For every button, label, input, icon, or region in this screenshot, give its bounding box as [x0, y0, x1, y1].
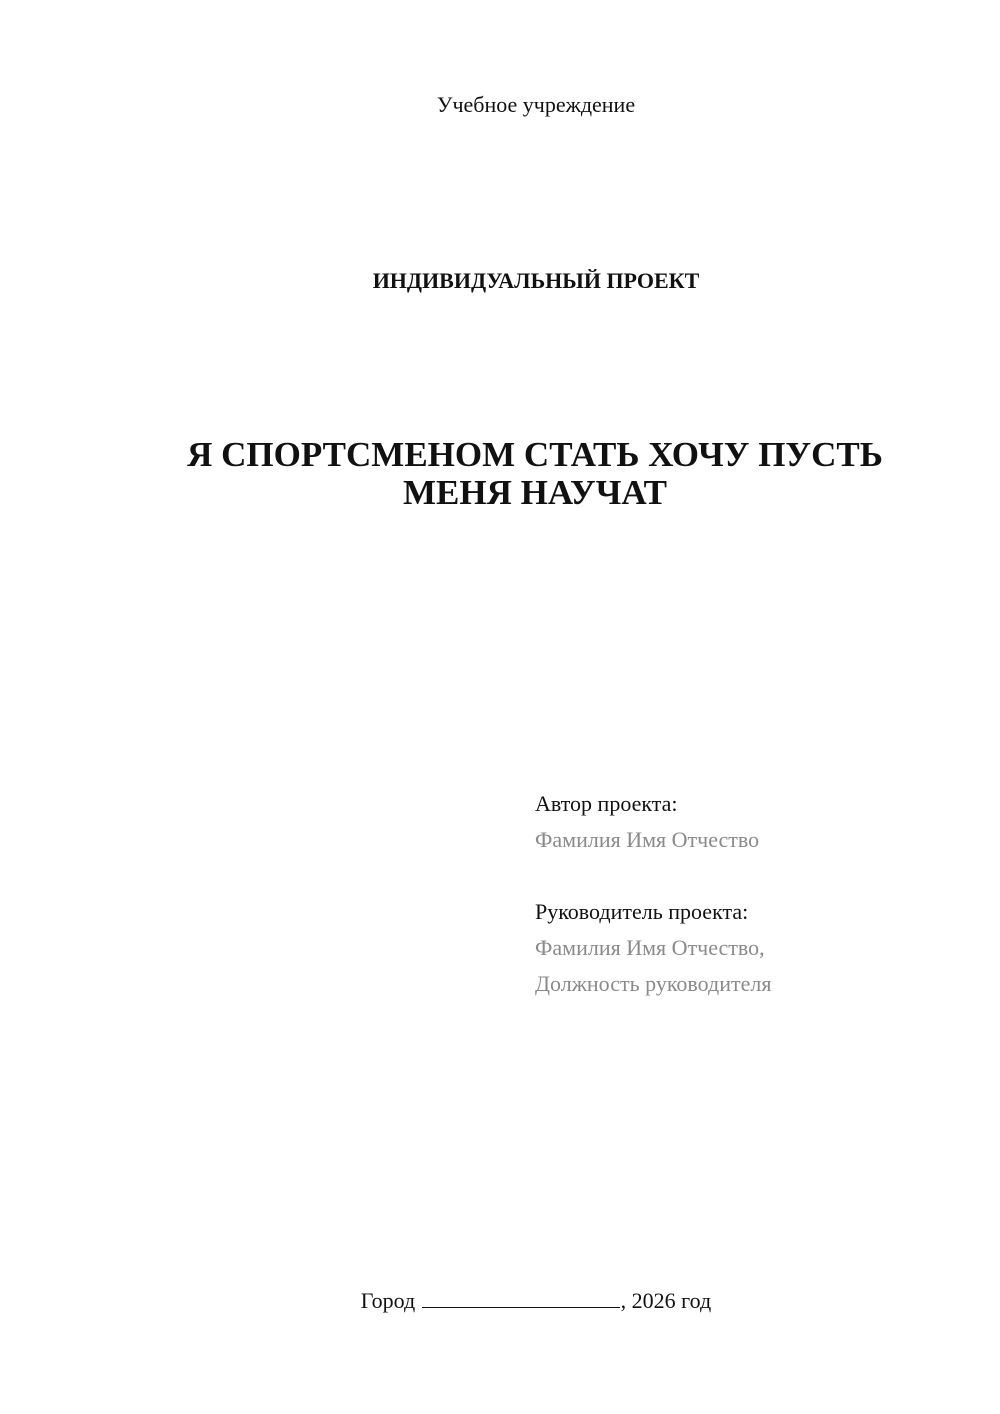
- project-title: [120, 436, 950, 512]
- supervisor-name-placeholder: Фамилия Имя Отчество,: [535, 935, 765, 960]
- supervisor-block: [535, 894, 975, 1002]
- supervisor-label: Руководитель проекта:: [535, 899, 749, 924]
- institution-name: Учебное учреждение: [436, 92, 636, 117]
- author-block: [535, 786, 975, 858]
- author-name-placeholder: Фамилия Имя Отчество: [535, 827, 760, 852]
- author-label: Автор проекта:: [535, 791, 678, 816]
- project-title-line-1: Я СПОРТСМЕНОМ СТАТЬ ХОЧУ ПУСТЬ: [187, 435, 883, 474]
- city-label: Город: [360, 1288, 416, 1313]
- supervisor-position-placeholder: Должность руководителя: [535, 971, 772, 996]
- project-type-heading: ИНДИВИДУАЛЬНЫЙ ПРОЕКТ: [372, 268, 700, 293]
- city-blank-line: [422, 1289, 620, 1308]
- year-text: , 2026 год: [620, 1288, 712, 1313]
- project-title-line-2: МЕНЯ НАУЧАТ: [403, 473, 667, 512]
- footer-city-year: [0, 1288, 1000, 1314]
